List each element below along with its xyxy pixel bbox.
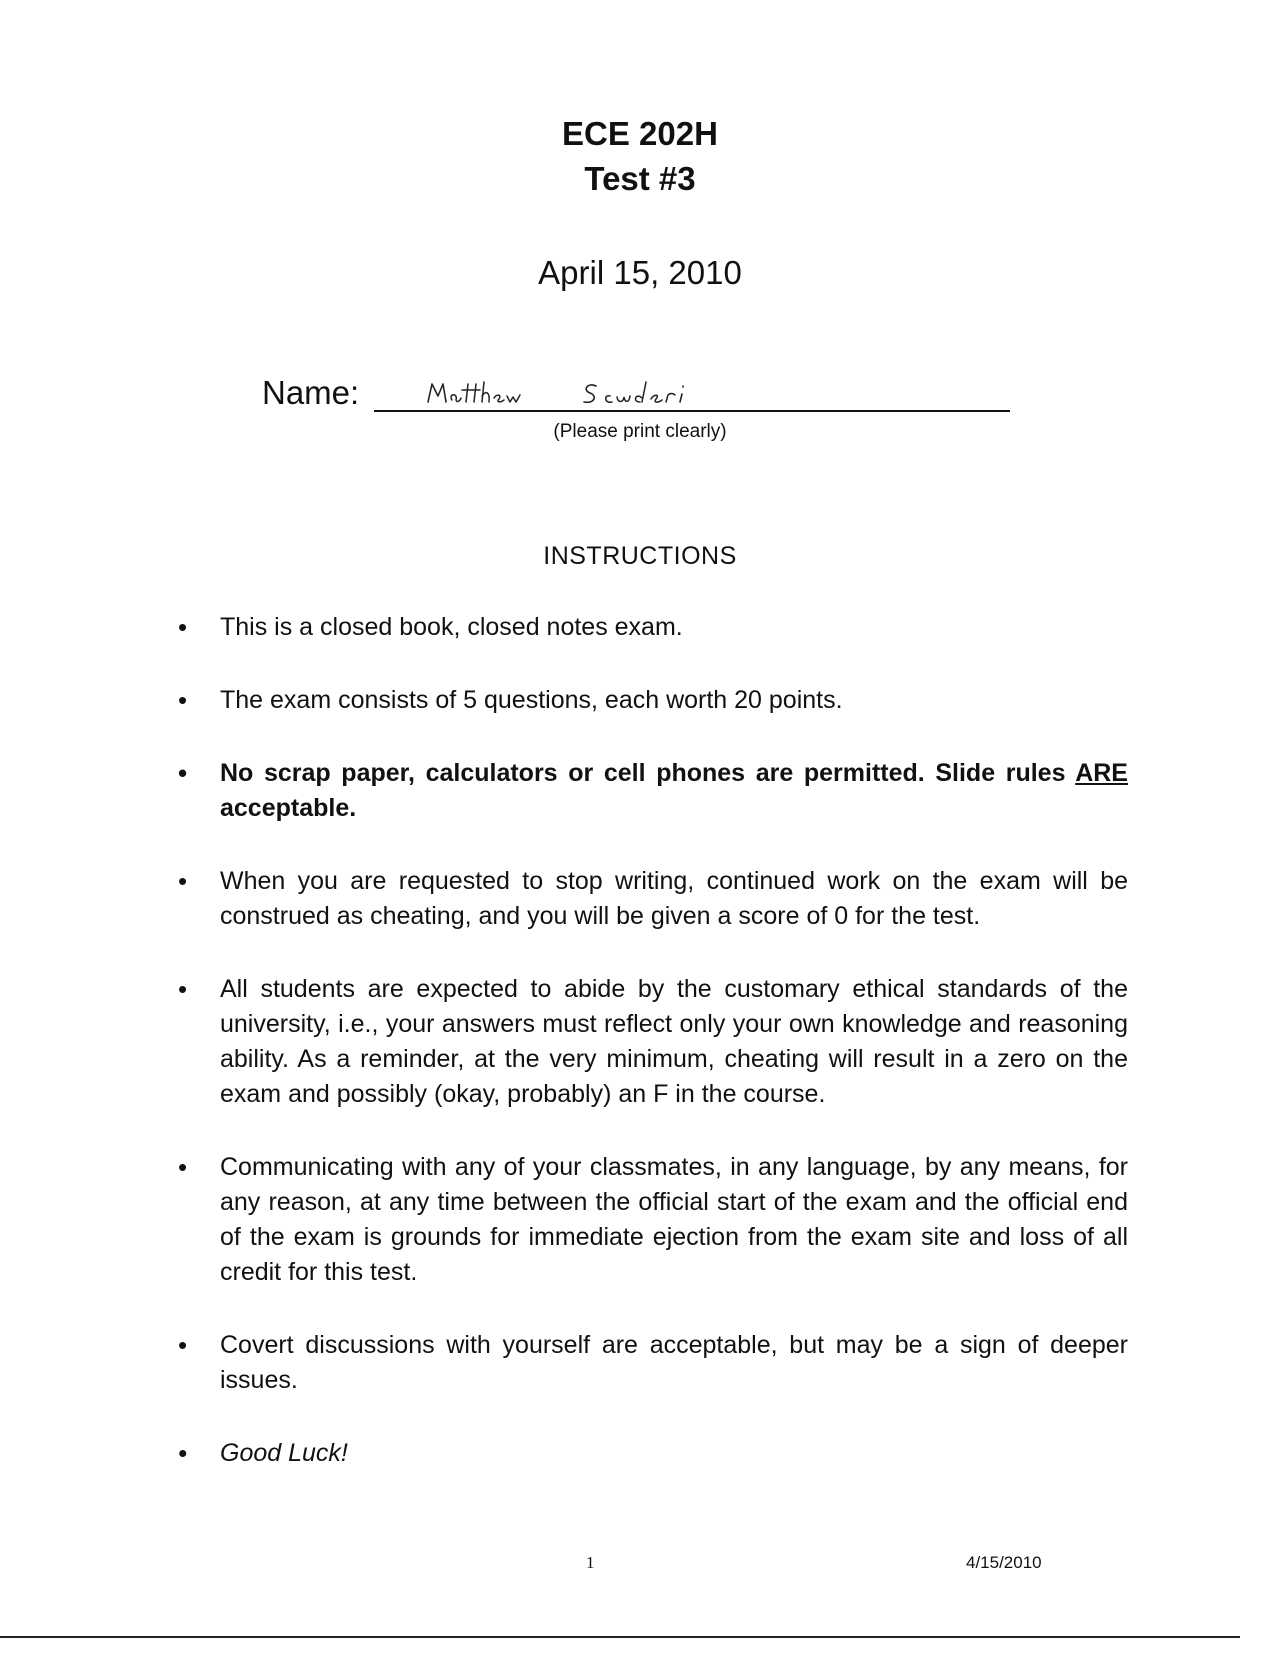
test-title: Test #3	[584, 160, 696, 197]
bullet-icon: •	[178, 1438, 188, 1468]
instruction-item: • This is a closed book, closed notes exam.	[178, 610, 1128, 645]
instruction-text-before: No scrap paper, calculators or cell phones are permitted. Slide rules	[220, 759, 1076, 787]
instruction-item: • When you are requested to stop writing, continued work on the exam will be construed as cheating, and you will be given a score of 0 for the test.	[178, 866, 1128, 930]
bullet-icon: •	[178, 1152, 188, 1182]
name-underline	[374, 410, 1010, 412]
scan-edge-line	[0, 1636, 1240, 1638]
bullet-icon: •	[178, 612, 188, 642]
instruction-item	[178, 756, 1128, 826]
page-number: 1	[586, 1553, 595, 1572]
handwritten-name	[420, 372, 740, 412]
footer-date: 4/15/2010	[966, 1553, 1042, 1572]
bullet-icon: •	[178, 758, 188, 788]
course-title: ECE 202H	[562, 115, 718, 152]
instructions-title: INSTRUCTIONS	[543, 542, 737, 570]
name-label: Name:	[262, 374, 360, 411]
bullet-icon: •	[178, 866, 188, 896]
instructions-list	[178, 610, 1128, 1509]
instruction-item: • Covert discussions with yourself are acceptable, but may be a sign of deeper issues.	[178, 1330, 1128, 1394]
exam-date: April 15, 2010	[538, 254, 742, 291]
instruction-item: • All students are expected to abide by the customary ethical standards of the university, i.e., your answers must reflect only your own knowledge and reasoning ability. As a reminder, at the very minimum, cheating will result in a zero on the exam and possibly (okay, probably) an F in the course.	[178, 974, 1128, 1108]
name-hint: (Please print clearly)	[553, 421, 727, 442]
instruction-text-after: acceptable.	[220, 794, 357, 822]
bullet-icon: •	[178, 685, 188, 715]
instruction-item: • The exam consists of 5 questions, each worth 20 points.	[178, 683, 1128, 718]
instruction-item: • Communicating with any of your classmates, in any language, by any means, for any reason, at any time between the official start of the exam and the official end of the exam is grounds for immediate ejection from the exam site and loss of all credit for this test.	[178, 1152, 1128, 1286]
instruction-item: • Good Luck!	[178, 1436, 1128, 1471]
instruction-emphasis: ARE	[1075, 759, 1128, 787]
bullet-icon: •	[178, 1330, 188, 1360]
bullet-icon: •	[178, 974, 188, 1004]
